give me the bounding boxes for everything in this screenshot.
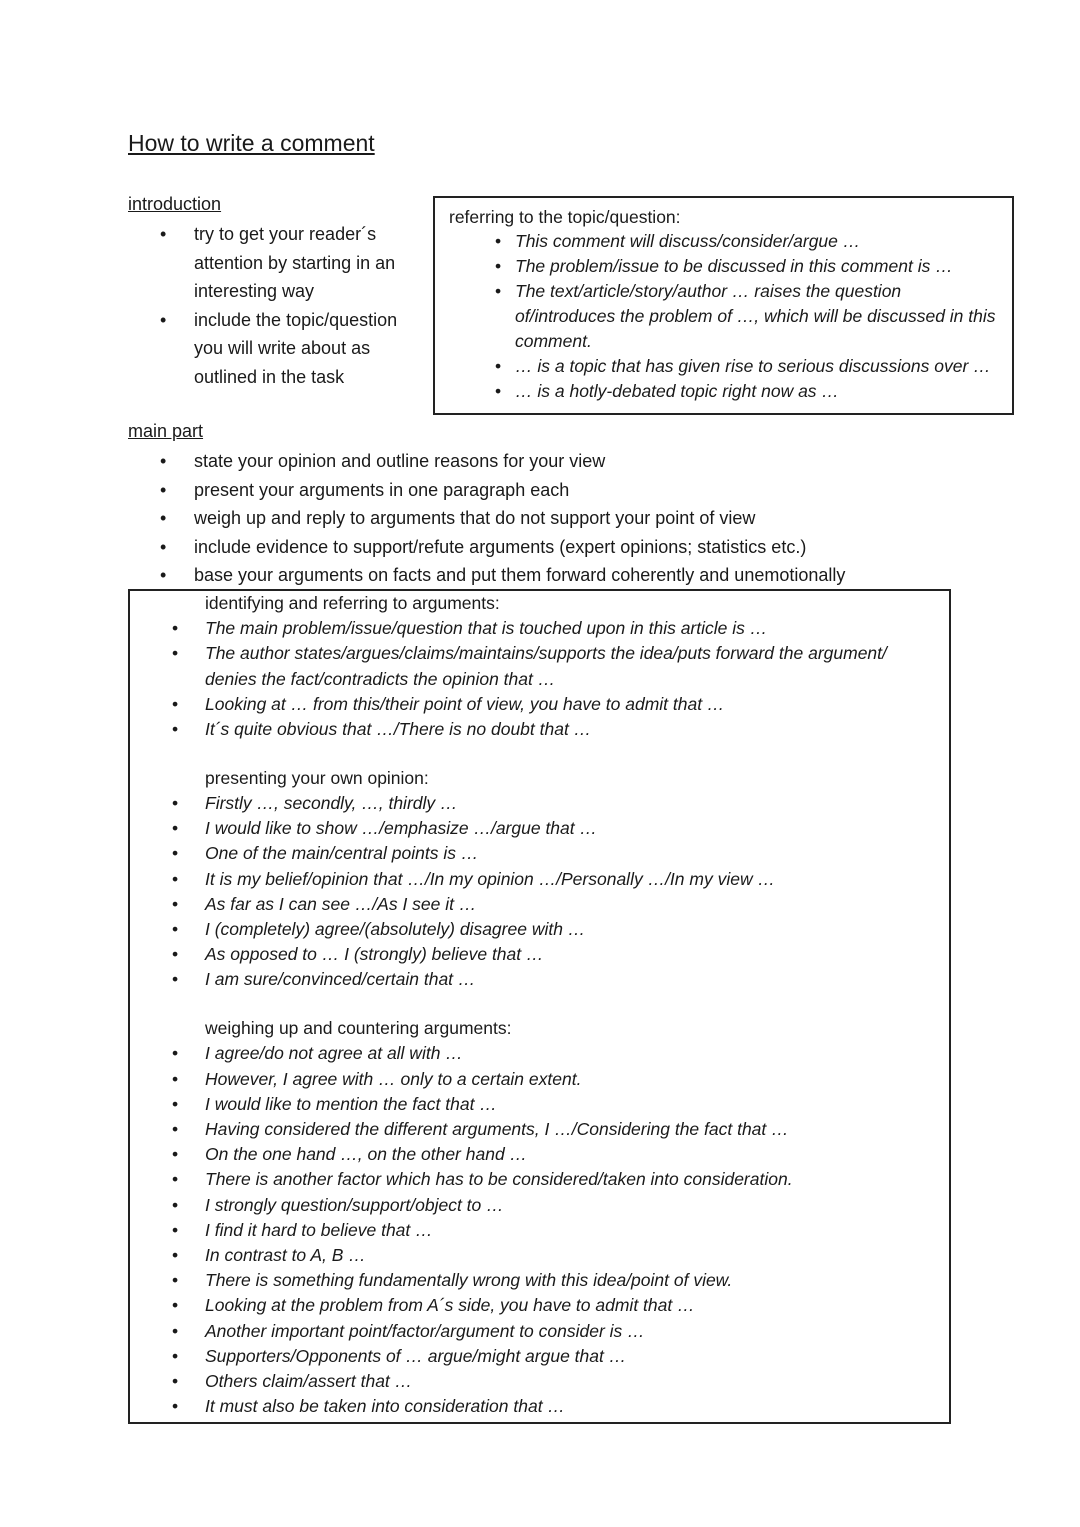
topic-box-heading: referring to the topic/question:: [449, 207, 681, 227]
list-item: • The author states/argues/claims/maintains/supports the idea/puts forward the argument/ denies the fact/contradicts the opinion that …: [130, 641, 949, 691]
list-item: • It must also be taken into consideration that …: [130, 1394, 949, 1419]
list-item: • It is my belief/opinion that …/In my opinion …/Personally …/In my view …: [130, 867, 949, 892]
list-item: • I would like to mention the fact that …: [130, 1092, 949, 1117]
list-item: • Others claim/assert that …: [130, 1369, 949, 1394]
introduction-heading: introduction: [128, 194, 222, 214]
list-item: • I (completely) agree/(absolutely) disagree with …: [130, 917, 949, 942]
list-item: • There is something fundamentally wrong with this idea/point of view.: [130, 1268, 949, 1293]
list-item: • try to get your reader´s attention by starting in an interesting way: [128, 220, 418, 306]
argument-phrases-box: [128, 589, 951, 1424]
list-item: • On the one hand …, on the other hand …: [130, 1142, 949, 1167]
list-item: • include evidence to support/refute arguments (expert opinions; statistics etc.): [128, 533, 928, 562]
list-item: • However, I agree with … only to a certain extent.: [130, 1067, 949, 1092]
list-item: • I agree/do not agree at all with …: [130, 1041, 949, 1066]
list-item: • present your arguments in one paragraph each: [128, 476, 928, 505]
countering-heading: weighing up and countering arguments:: [205, 1018, 512, 1039]
list-item: • include the topic/question you will write about as outlined in the task: [128, 306, 418, 392]
list-item: • There is another factor which has to be considered/taken into consideration.: [130, 1167, 949, 1192]
main-part-heading: main part: [128, 421, 204, 441]
list-item: • weigh up and reply to arguments that do not support your point of view: [128, 504, 928, 533]
list-item: • The text/article/story/author … raises the question of/introduces the problem of …, which will be discussed in this comment.: [449, 279, 1012, 354]
main-part-list: [128, 447, 928, 590]
spacer: [130, 742, 949, 766]
topic-phrases-box: [433, 196, 1014, 415]
list-item: • In contrast to A, B …: [130, 1243, 949, 1268]
list-item: • As opposed to … I (strongly) believe that …: [130, 942, 949, 967]
list-item: • state your opinion and outline reasons for your view: [128, 447, 928, 476]
list-item: • Supporters/Opponents of … argue/might argue that …: [130, 1344, 949, 1369]
identifying-heading: identifying and referring to arguments:: [205, 593, 500, 613]
list-item: • Firstly …, secondly, …, thirdly …: [130, 791, 949, 816]
list-item: • I find it hard to believe that …: [130, 1218, 949, 1243]
list-item: • Looking at the problem from A´s side, you have to admit that …: [130, 1293, 949, 1318]
list-item: • As far as I can see …/As I see it …: [130, 892, 949, 917]
spacer: [130, 993, 949, 1017]
list-item: • I strongly question/support/object to …: [130, 1193, 949, 1218]
list-item: • base your arguments on facts and put them forward coherently and unemotionally: [128, 561, 928, 590]
list-item: • One of the main/central points is …: [130, 841, 949, 866]
page-title: How to write a comment: [128, 130, 375, 156]
list-item: • … is a topic that has given rise to serious discussions over …: [449, 354, 1012, 379]
countering-list: [130, 1041, 949, 1419]
list-item: • This comment will discuss/consider/argue …: [449, 229, 1012, 254]
list-item: • … is a hotly-debated topic right now as …: [449, 379, 1012, 404]
list-item: • The main problem/issue/question that is touched upon in this article is …: [130, 616, 949, 641]
list-item: • It´s quite obvious that …/There is no doubt that …: [130, 717, 949, 742]
list-item: • Looking at … from this/their point of view, you have to admit that …: [130, 692, 949, 717]
opinion-heading: presenting your own opinion:: [205, 767, 429, 788]
introduction-list: [128, 220, 418, 391]
list-item: • Having considered the different arguments, I …/Considering the fact that …: [130, 1117, 949, 1142]
list-item: • I would like to show …/emphasize …/argue that …: [130, 816, 949, 841]
list-item: • The problem/issue to be discussed in this comment is …: [449, 254, 1012, 279]
list-item: • Another important point/factor/argument to consider is …: [130, 1319, 949, 1344]
opinion-list: [130, 791, 949, 993]
topic-phrases-list: [449, 229, 1012, 404]
list-item: • I am sure/convinced/certain that …: [130, 967, 949, 992]
identifying-list: [130, 616, 949, 742]
